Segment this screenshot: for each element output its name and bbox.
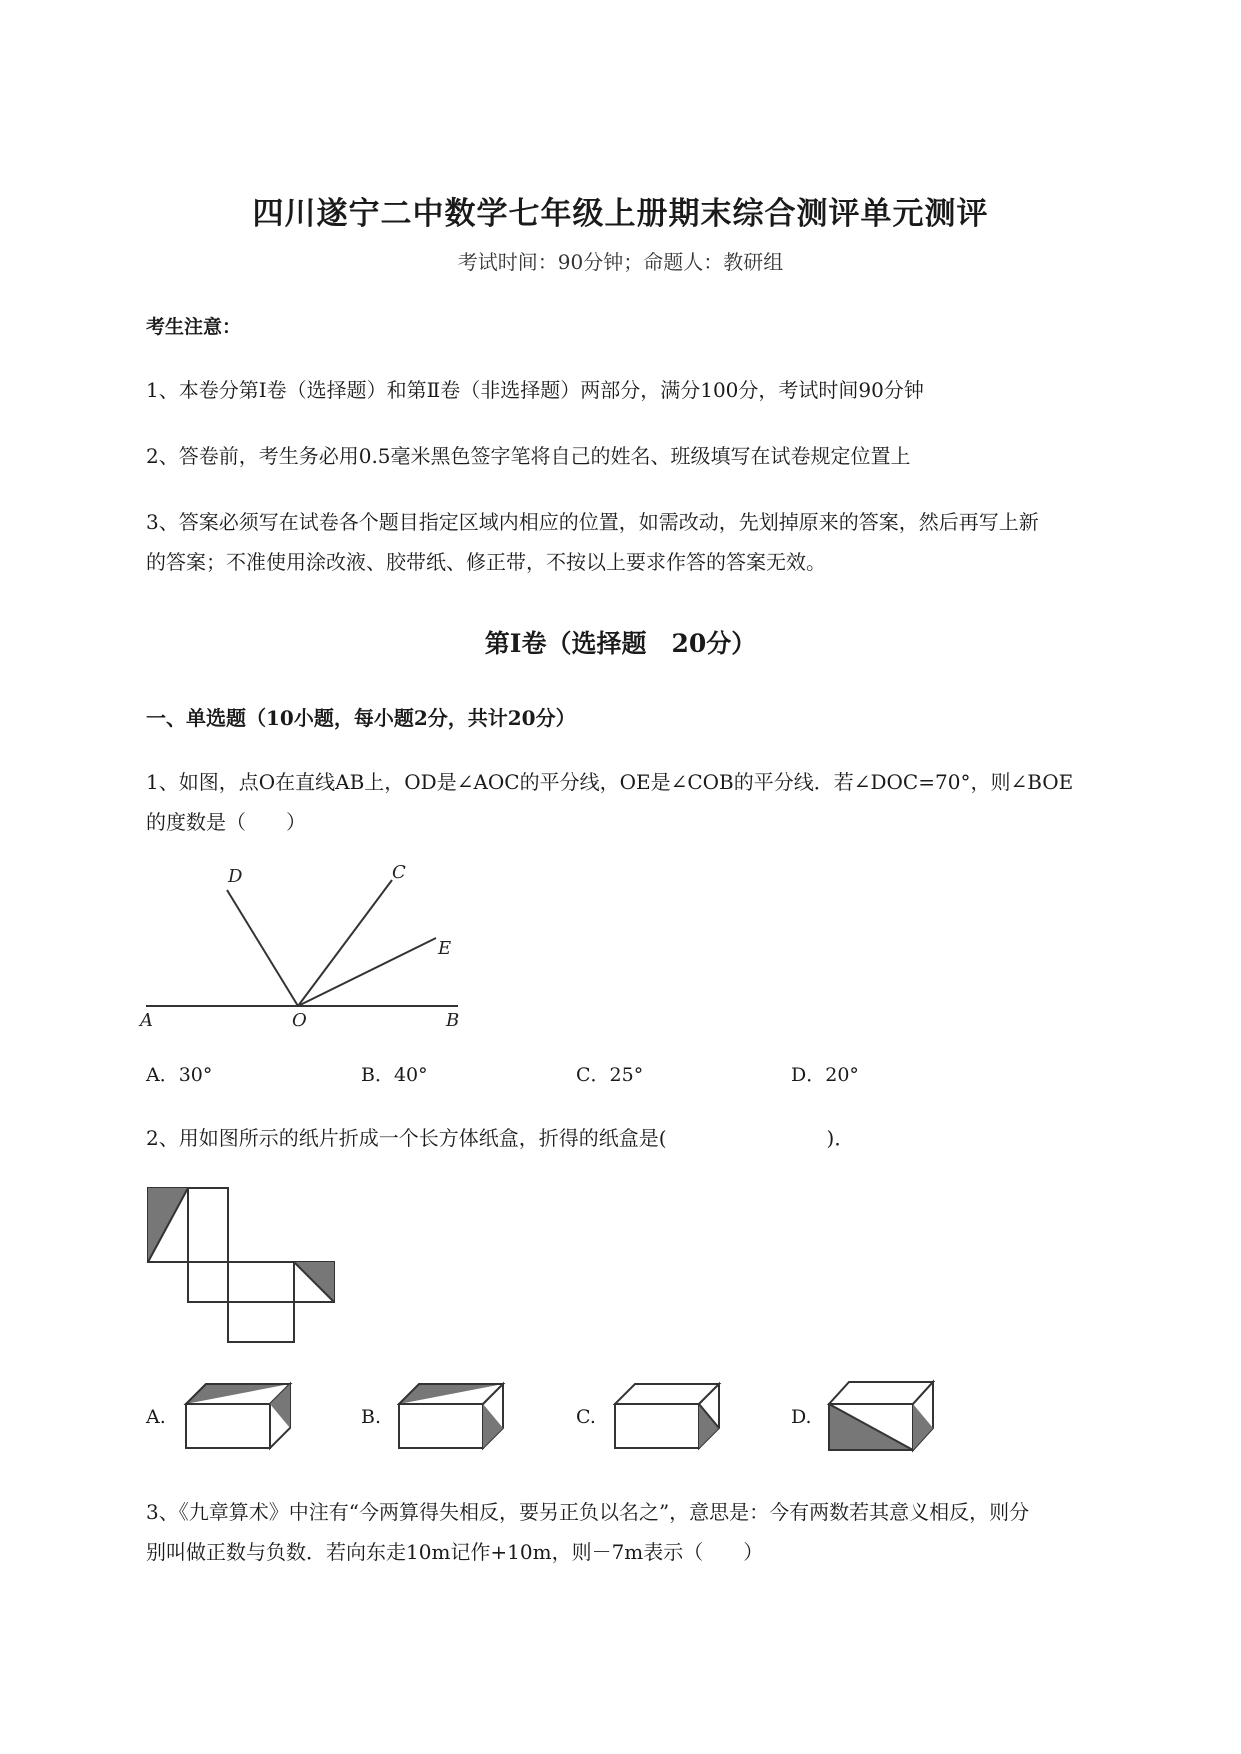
notice-item-3: 3、答案必须写在试卷各个题目指定区域内相应的位置，如需改动，先划掉原来的答案，然后再写上新 <box>146 510 1039 534</box>
label-o: O <box>292 1010 307 1031</box>
angle-figure <box>140 858 470 1031</box>
notice-item-2: 2、答卷前，考生务必用0.5毫米黑色签字笔将自己的姓名、班级填写在试卷规定位置上 <box>146 444 911 468</box>
ray-od <box>227 890 298 1006</box>
box-option-c[interactable] <box>613 1382 723 1452</box>
question-3-line-1: 3、《九章算术》中注有“今两算得失相反，要另正负以名之”，意思是：今有两数若其意义相反，则分 <box>146 1500 1030 1524</box>
notice-heading: 考生注意： <box>146 316 242 338</box>
box-option-a[interactable] <box>184 1382 294 1452</box>
box-option-b[interactable] <box>397 1382 507 1452</box>
question-1-option-b[interactable]: B．40° <box>361 1064 428 1086</box>
notice-item-3-cont: 的答案；不准使用涂改液、胶带纸、修正带，不按以上要求作答的答案无效。 <box>146 550 826 574</box>
ray-oe <box>298 938 436 1006</box>
part-heading: 一、单选题（10小题，每小题2分，共计20分） <box>146 706 576 730</box>
label-e: E <box>438 938 452 959</box>
question-1-line-1: 1、如图，点O在直线AB上，OD是∠AOC的平分线，OE是∠COB的平分线．若∠DOC=70°，则∠BOE <box>146 770 1074 794</box>
page-title: 四川遂宁二中数学七年级上册期末综合测评单元测评 <box>252 196 989 232</box>
question-2-option-c[interactable]: C. <box>576 1406 596 1428</box>
question-2-option-a[interactable]: A. <box>146 1406 166 1428</box>
box-option-d[interactable] <box>827 1380 937 1454</box>
question-2-line-1: 2、用如图所示的纸片折成一个长方体纸盒，折得的纸盒是( )． <box>146 1126 855 1150</box>
exam-info: 考试时间：90分钟；命题人：教研组 <box>457 250 784 274</box>
label-a: A <box>140 1010 153 1031</box>
box-net-figure <box>146 1186 346 1346</box>
question-3-line-2: 别叫做正数与负数．若向东走10m记作+10m，则－7m表示（ ） <box>146 1540 764 1564</box>
ray-oc <box>298 880 392 1006</box>
question-2-option-d[interactable]: D. <box>791 1406 812 1428</box>
label-b: B <box>446 1010 460 1031</box>
question-1-option-c[interactable]: C．25° <box>576 1064 644 1086</box>
label-c: C <box>392 862 406 883</box>
question-1-line-2: 的度数是（ ） <box>146 810 306 834</box>
question-2-option-b[interactable]: B. <box>361 1406 382 1428</box>
notice-item-1: 1、本卷分第I卷（选择题）和第Ⅱ卷（非选择题）两部分，满分100分，考试时间90分钟 <box>146 378 924 402</box>
question-1-option-d[interactable]: D．20° <box>791 1064 859 1086</box>
label-d: D <box>228 866 243 887</box>
question-1-option-a[interactable]: A．30° <box>146 1064 213 1086</box>
section-title: 第I卷（选择题 20分） <box>484 629 757 658</box>
